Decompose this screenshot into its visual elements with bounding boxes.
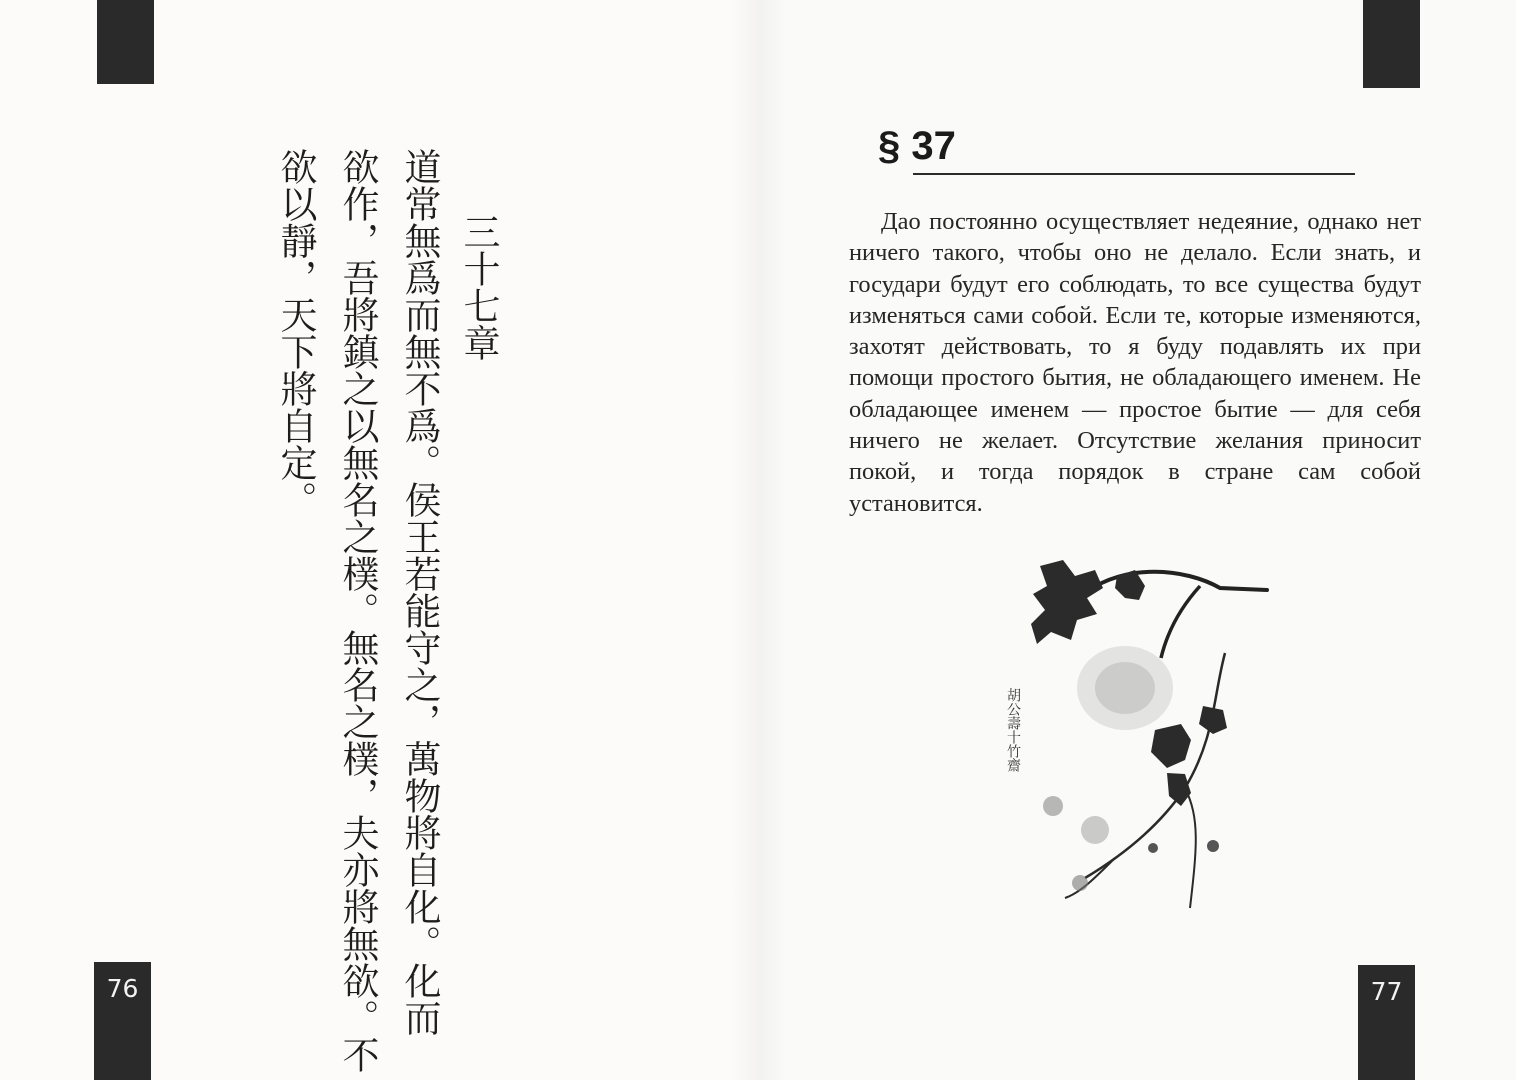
section-title-rule (913, 173, 1355, 175)
page-number-tab-right (1358, 965, 1415, 1080)
page-number-left: 76 (106, 974, 139, 1003)
chapter-heading-chinese: 三十七章 (457, 213, 500, 361)
page-number-tab-left (94, 962, 151, 1080)
page-number-right: 77 (1370, 977, 1403, 1006)
thumb-tab-top-left (97, 0, 154, 84)
section-title: § 37 (878, 124, 956, 168)
book-gutter (730, 0, 786, 1080)
chinese-text-column-3: 欲以靜，天下將自定。 (274, 148, 317, 518)
translation-paragraph: Дао постоянно осуществляет недеяние, однако нет ничего такого, чтобы оно не делало. Если знать, и государи будут его соблюдать, то все существа будут изменяться сами собой. Если те, которые изменяются, захотят действовать, то я буду подавлять их при помощи простого бытия, не обладающего именем. Не обладающее именем — простое бытие — для себя ничего не желает. Отсутствие желания приносит покой, и тогда порядок в стране сам собой установится. (849, 208, 1421, 517)
thumb-tab-top-right (1363, 0, 1420, 88)
chinese-text-column-1: 道常無爲而無不爲。侯王若能守之，萬物將自化。化而 (398, 148, 441, 1036)
painting-inscription: 胡公壽十竹齋 (1005, 688, 1021, 772)
translation-text (849, 206, 1421, 519)
chrysanthemum-ink-illustration (985, 548, 1275, 948)
chinese-text-column-2: 欲作，吾將鎮之以無名之樸。無名之樸，夫亦將無欲。不 (336, 148, 379, 1073)
